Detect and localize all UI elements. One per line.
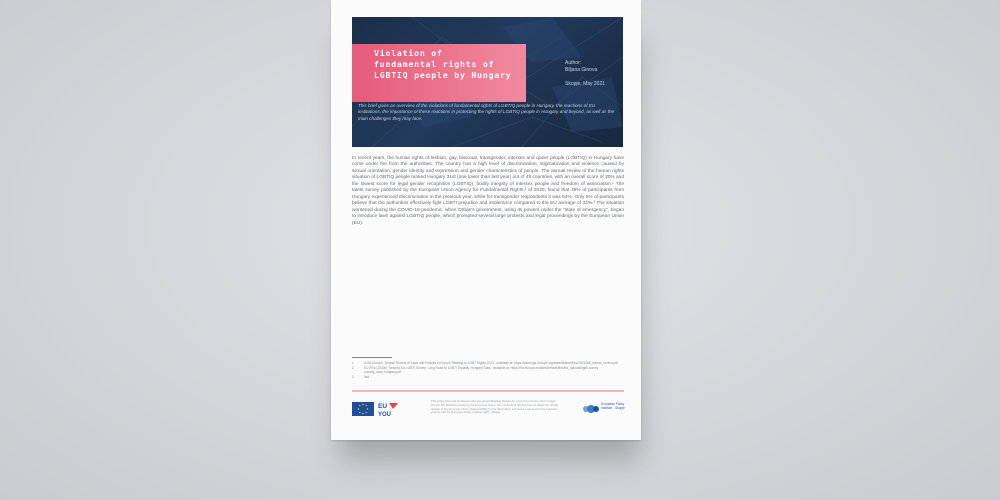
author-name: Biljana Ginova (565, 66, 598, 73)
footnote-text: Ibid. (364, 374, 371, 379)
place-date: Skopje, May 2021 (565, 81, 606, 87)
author-label: Author: (565, 60, 582, 66)
svg-text:EU: EU (378, 403, 388, 410)
footnote-text: EU FRA (2020b) 'Second EU LGBTI Survey: Long Road to LGBTI Equality, Hungary Data', available at: https://fra.europa.eu/sites/default/files/fra_uploads/lgbti-survey-country_data_hungary.pdf (364, 365, 600, 375)
title-line-1: Violation of (374, 48, 443, 58)
footnote-divider (352, 357, 392, 358)
footnote-number: 1 (352, 361, 354, 365)
footnote-item (352, 375, 624, 380)
footnotes (352, 361, 624, 379)
eu-and-you-logo (377, 401, 399, 417)
footer-divider (352, 390, 624, 392)
eu-flag-logo (352, 402, 374, 416)
body-paragraph: In recent years, the human rights of lesbian, gay, bisexual, transgender, intersex and queer people (LGBTIQ) in Hungary have come under fire from the authorities. The country has a high level of discrimination, stigmatization and violence caused by sexual orientation, gender identity and expression and gender characteristics of people. The annual review of the human rights situation of LGBTIQ people ranked Hungary 31st (one lower than last year) out of 49 countries, with an overall score of 30% and the lowest score for legal gender recognition (LGBTIQ), bodily integrity of intersex people and freedom of association.¹ The latest survey published by the European Union Agency for Fundamental Rights,² of 2020, found that 49% of participants from Hungary experienced discrimination in the previous year, while for transgender respondents it was 64%. Only 5% of participants believe that the authorities effectively fight LGBTI prejudice and intolerance compared to the EU average of 33%.³ The situation worsened during the COVID-19 pandemic, when Orbán's government, using its powers under the "state of emergency", began to introduce laws against LGBTIQ people, which prompted several large protests and legal proceedings by the European Union (EU). (352, 156, 624, 226)
eu-stars-icon (352, 402, 374, 416)
author-block (565, 60, 623, 88)
title-line-3: LGBTIQ people by Hungary (374, 70, 512, 80)
footnote-number: 2 (352, 365, 354, 370)
document-page (331, 0, 641, 440)
svg-text:YOU: YOU (378, 412, 392, 417)
footnote-number: 3 (352, 374, 354, 379)
title-line-2: fundamental rights of (374, 59, 495, 69)
epi-name: European Policy Institute - Skopje (601, 402, 625, 410)
abstract: This brief gives an overview of the violations of fundamental rights of LGBTIQ people in Hungary, the reactions of EU institutions, the importance of these reactions in protecting the rights of LGBTIQ people in Hungary and beyond, as well as the main challenges they may face. (358, 103, 615, 121)
cover-banner (352, 17, 623, 147)
footnote-text: ILGA-Europe, 'Annual Review of Laws and Policies in Europe Relating to LGBT Rights 2021', available at: https://www.ilga-europe.org/sites/default/files/2021/full_annual_review.pdf (364, 361, 618, 365)
disclaimer-text: This policy brief was produced under the project Building Bridges for a Common Future. Part of Jean Monnet EU Activities funded by the European Union. The contents of this brief do not reflect the official opinion of the European Union. Responsibility for the information and views expressed in the brief lies entirely with the European Policy Institute (EPI) - Skopje. (431, 399, 558, 415)
title-band (352, 44, 526, 102)
footnote-item (352, 366, 624, 375)
